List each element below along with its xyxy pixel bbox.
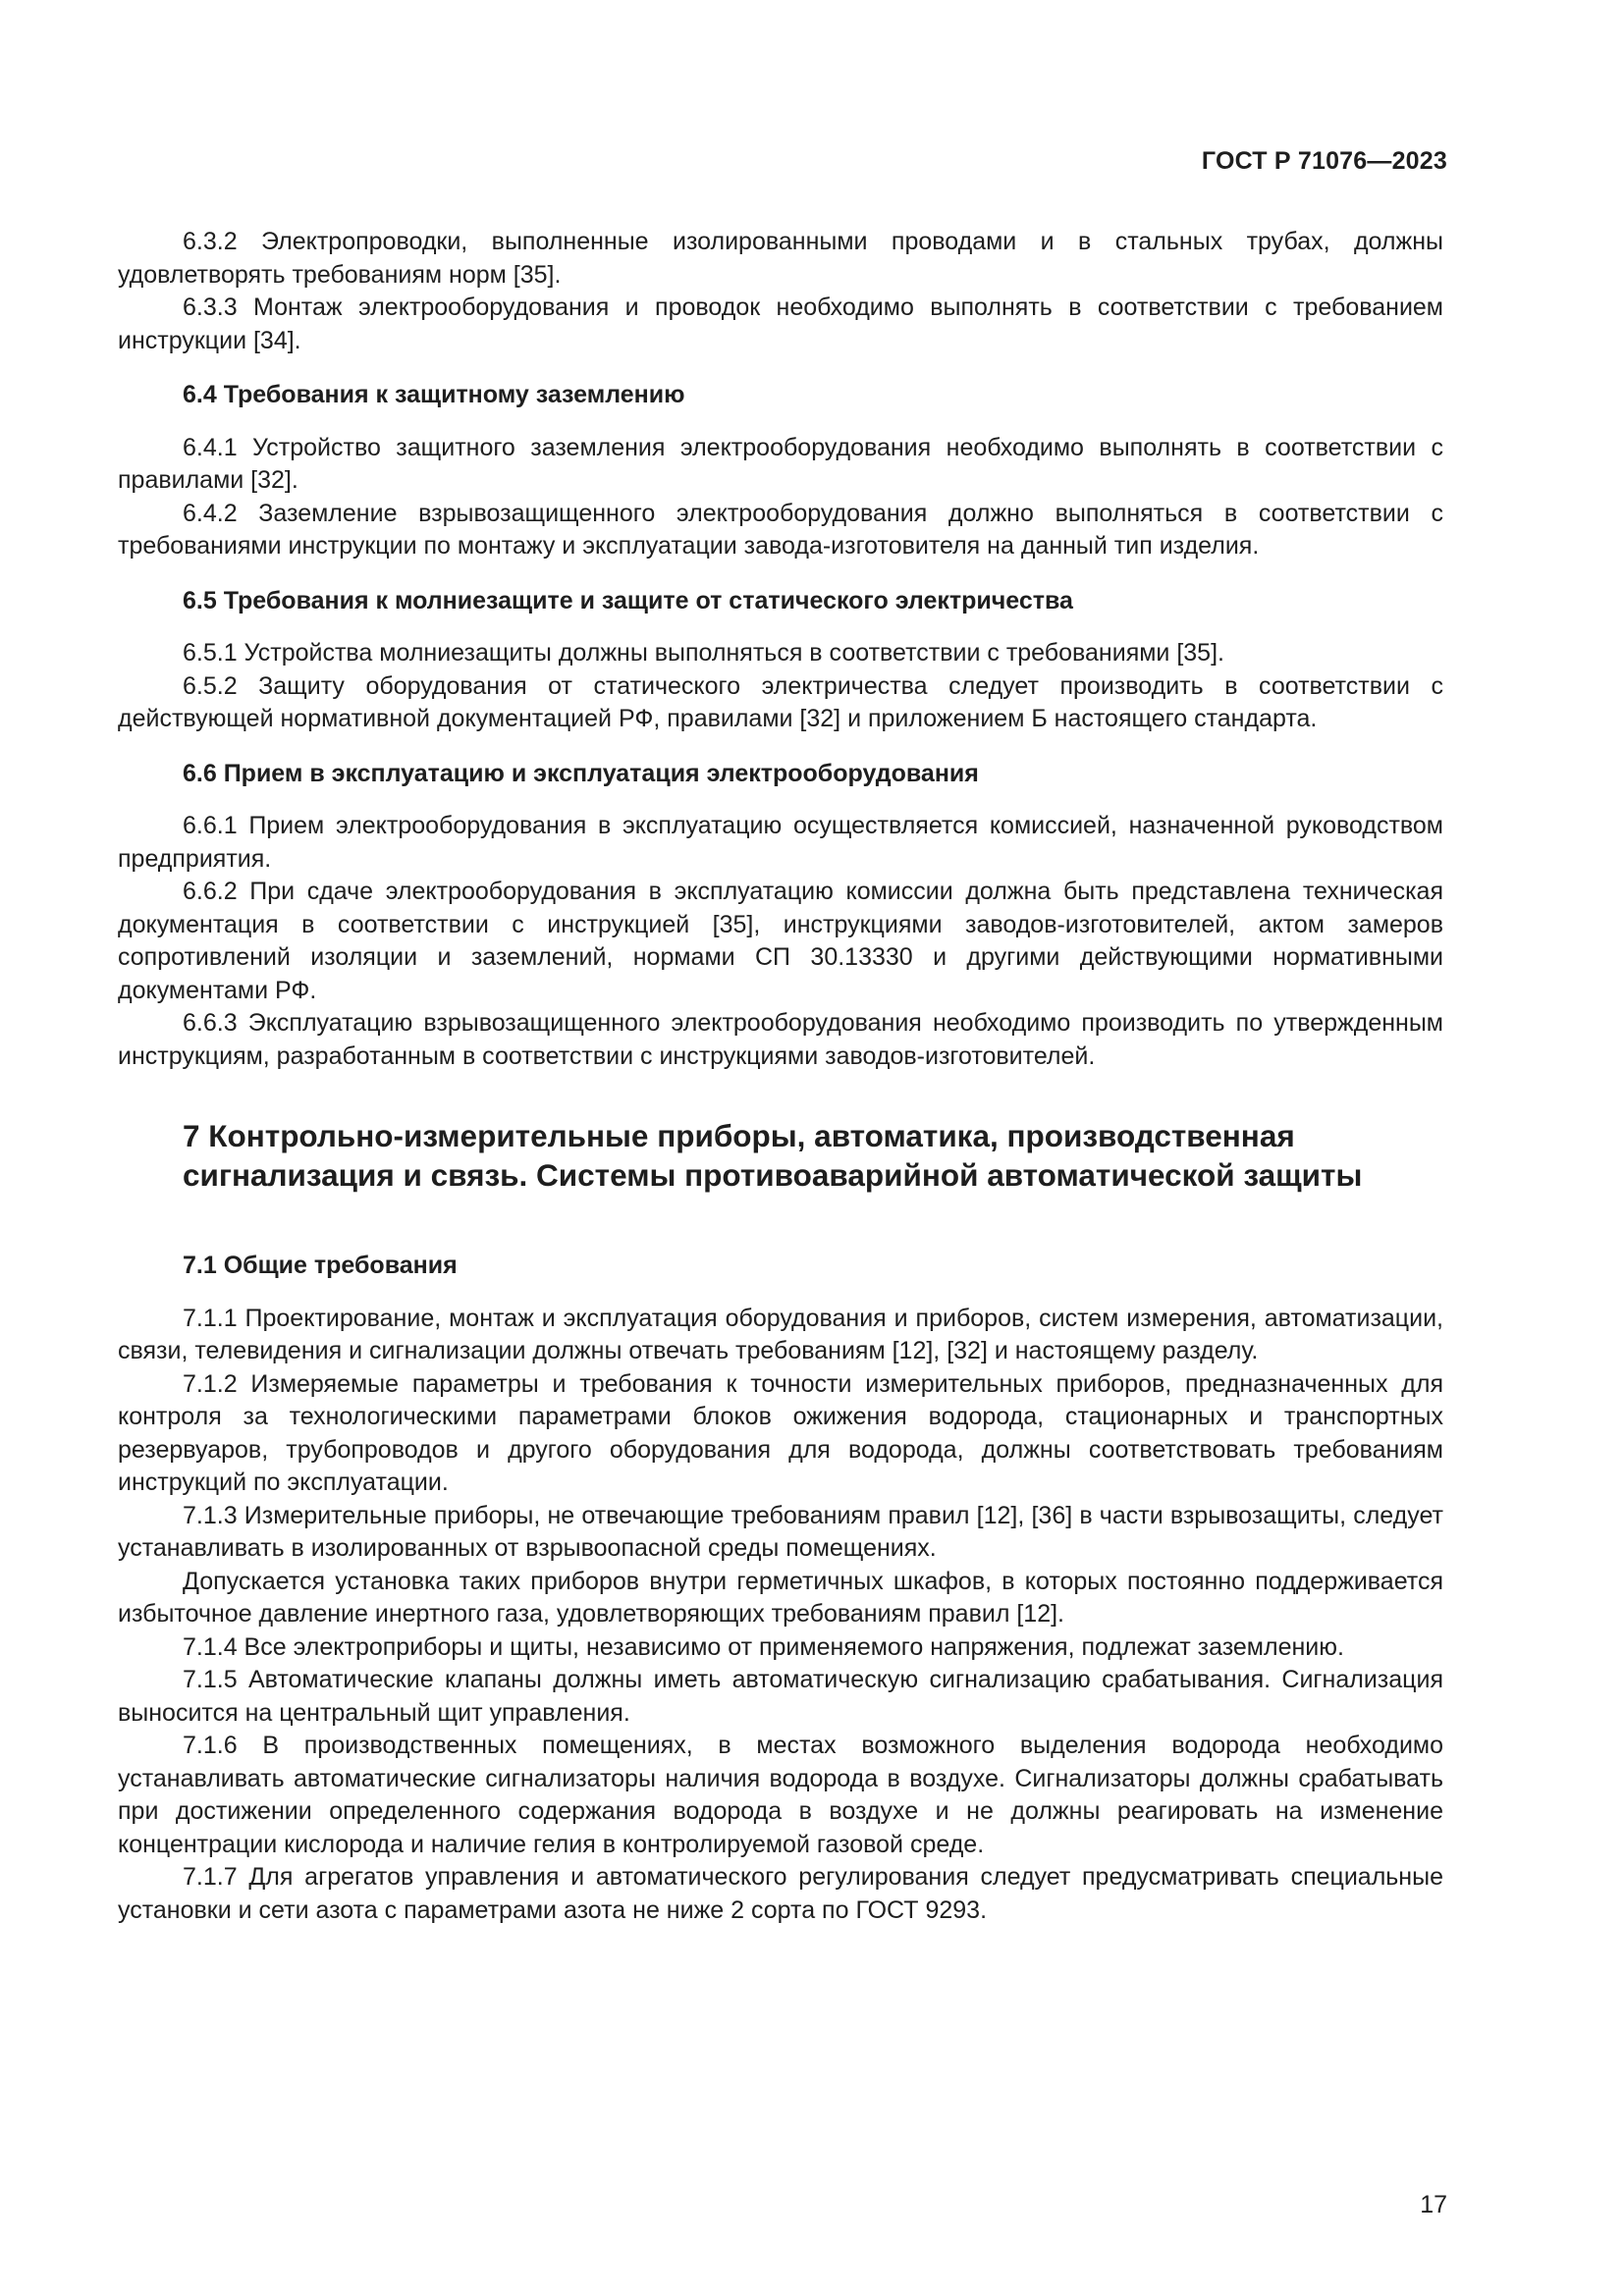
page-number: 17 <box>1420 2191 1447 2218</box>
paragraph-7-1-3-note: Допускается установка таких приборов внутри герметичных шкафов, в которых постоянно поддерживается избыточное давление инертного газа, удовлетворяющих требованиям правил [12]. <box>118 1567 1443 1628</box>
paragraph-6-6-2: 6.6.2 При сдаче электрооборудования в эксплуатацию комиссии должна быть представлена техническая документация в соответствии с инструкцией [35], инструкциями заводов-изготовителей, актом замеров сопротивлений изоляции и заземлений, нормами СП 30.13330 и другими действующими нормативными документами РФ. <box>118 878 1443 1004</box>
paragraph-6-6-1: 6.6.1 Прием электрооборудования в эксплуатацию осуществляется комиссией, назначенной руководством предприятия. <box>118 812 1443 873</box>
paragraph-6-3-3: 6.3.3 Монтаж электрооборудования и проводок необходимо выполнять в соответствии с требованием инструкции [34]. <box>118 294 1443 354</box>
paragraph-6-3-2: 6.3.2 Электропроводки, выполненные изолированными проводами и в стальных трубах, должны удовлетворять требованиям норм [35]. <box>118 228 1443 289</box>
standard-designation: ГОСТ Р 71076—2023 <box>1201 147 1447 175</box>
paragraph-7-1-7: 7.1.7 Для агрегатов управления и автоматического регулирования следует предусматривать специальные установки и сети азота с параметрами азота не ниже 2 сорта по ГОСТ 9293. <box>118 1863 1443 1924</box>
paragraph-7-1-6: 7.1.6 В производственных помещениях, в местах возможного выделения водорода необходимо устанавливать автоматические сигнализаторы наличия водорода в воздухе. Сигнализаторы должны срабатывать при достижении определенного содержания водорода в воздухе и не должны реагировать на изменение концентрации кислорода и наличие гелия в контролируемой газовой среде. <box>118 1732 1443 1858</box>
paragraph-7-1-4: 7.1.4 Все электроприборы и щиты, независимо от применяемого напряжения, подлежат заземлению. <box>183 1632 1344 1661</box>
paragraph-7-1-5: 7.1.5 Автоматические клапаны должны иметь автоматическую сигнализацию срабатывания. Сигнализация выносится на центральный щит управления. <box>118 1666 1443 1727</box>
section-heading-6-4: 6.4 Требования к защитному заземлению <box>183 381 685 408</box>
paragraph-6-4-1: 6.4.1 Устройство защитного заземления электрооборудования необходимо выполнять в соответствии с правилами [32]. <box>118 433 1443 494</box>
paragraph-6-4-2: 6.4.2 Заземление взрывозащищенного электрооборудования должно выполняться в соответствии с требованиями инструкции по монтажу и эксплуатации завода-изготовителя на данный тип изделия. <box>118 499 1443 560</box>
paragraph-6-5-2: 6.5.2 Защиту оборудования от статического электричества следует производить в соответствии с действующей нормативной документацией РФ, правилами [32] и приложением Б настоящего стандарта. <box>118 671 1443 732</box>
paragraph-7-1-3: 7.1.3 Измерительные приборы, не отвечающие требованиям правил [12], [36] в части взрывозащиты, следует устанавливать в изолированных от взрывоопасной среды помещениях. <box>118 1501 1443 1562</box>
paragraph-7-1-2: 7.1.2 Измеряемые параметры и требования к точности измерительных приборов, предназначенных для контроля за технологическими параметрами блоков ожижения водорода, стационарных и транспортных резервуаров, трубопроводов и другого оборудования для водорода, должны соответствовать требованиям инструкций по эксплуатации. <box>118 1369 1443 1496</box>
section-heading-7-1: 7.1 Общие требования <box>183 1252 458 1279</box>
section-heading-6-6: 6.6 Прием в эксплуатацию и эксплуатация электрооборудования <box>183 759 979 787</box>
paragraph-6-6-3: 6.6.3 Эксплуатацию взрывозащищенного электрооборудования необходимо производить по утвержденным инструкциям, разработанным в соответствии с инструкциями заводов-изготовителей. <box>118 1009 1443 1070</box>
paragraph-7-1-1: 7.1.1 Проектирование, монтаж и эксплуатация оборудования и приборов, систем измерения, автоматизации, связи, телевидения и сигнализации должны отвечать требованиям [12], [32] и настоящему разделу. <box>118 1304 1443 1364</box>
chapter-heading-7: 7 Контрольно-измерительные приборы, автоматика, производственная сигнализация и связь. Системы противоаварийной автоматической защиты <box>183 1118 1363 1193</box>
section-heading-6-5: 6.5 Требования к молниезащите и защите от статического электричества <box>183 586 1073 614</box>
paragraph-6-5-1: 6.5.1 Устройства молниезащиты должны выполняться в соответствии с требованиями [35]. <box>183 639 1224 667</box>
page-content <box>118 226 1443 1927</box>
